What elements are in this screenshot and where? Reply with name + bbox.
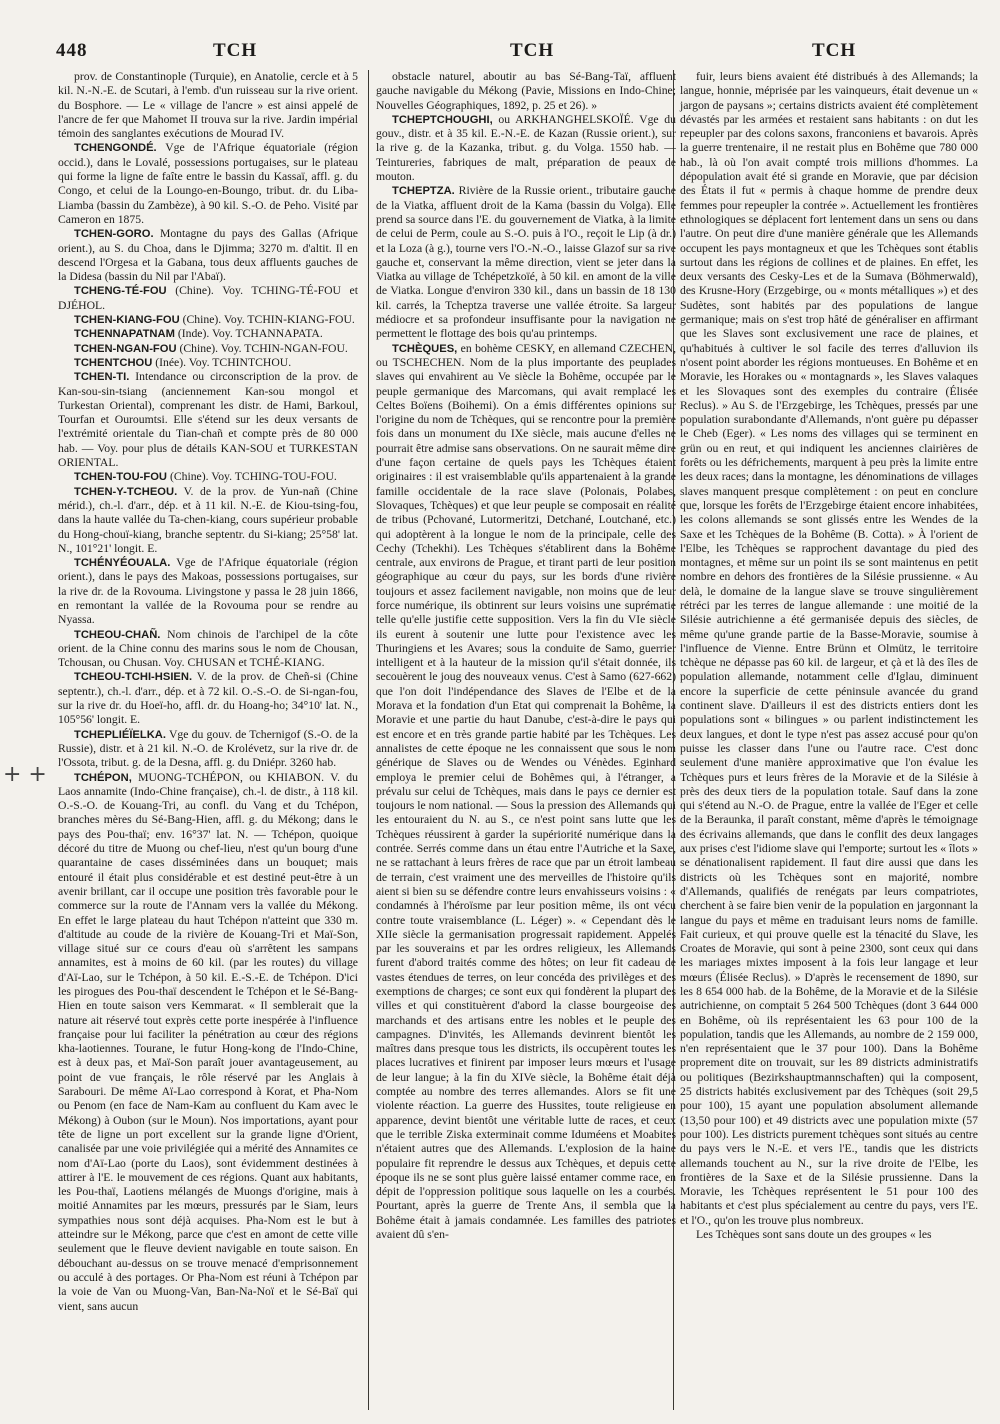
dictionary-entry bbox=[58, 284, 358, 313]
entry-text: Montagne du pays des Gallas (Afrique orient.), au S. du Choa, dans le Djimma; 3270 m. d'altit. Il en descend l'Orgesa et la Gabana, tous deux affluents gauches de la Didesa (bassin du Nil par l'Abaï). bbox=[58, 227, 358, 284]
entry-text: Rivière de la Russie orient., tributaire gauche de la Viatka, affluent droit de la Kama (bassin du Volga). Elle prend sa source dans l'E. du gouvernement de Viatka, à la limite de celui de Perm, coule au S.-O. puis à l'O., reçoit le Lip (à dr.) et la Loza (à g.), tourne vers l'O.-N.-O., laisse Glazof sur sa rive gauche et, conservant la même direction, vient se jeter dans la Viatka au village de Tchépetzkoïé, à 50 kil. en amont de la ville de Viatka. Longue d'environ 330 kil., dans un bassin de 18 130 kil. carrés, la Tcheptza traverse une vallée étroite. Sa largeur médiocre et sa profondeur insuffisante pour la navigation ne permettent le flottage des bois qu'au printemps. bbox=[376, 184, 676, 341]
entry-headword: TCHEN-TOU-FOU bbox=[74, 471, 168, 484]
dictionary-entry bbox=[58, 556, 358, 627]
entry-text: Les Tchèques sont sans doute un des groupes « les bbox=[696, 1228, 932, 1242]
entry-text: Vge de l'Afrique équatoriale (région occid.), dans le Lovalé, possessions portugaises, sur le plateau qui forme la ligne de faîte entre le bassin du Kassaï, affl. g. du Congo, et celui de la Loungo-en-Boungo, tribut. dr. du Liba-Liamba (bassin du Zambèze), à 90 kil. S.-O. de Peho. Visité par Cameron en 1875. bbox=[58, 141, 358, 226]
running-head-right: TCH bbox=[812, 40, 857, 61]
entry-text: V. de la prov. de Yun-nañ (Chine mérid.), ch.-l. d'arr., dép. et à 11 kil. N.-E. de Kiou-tsing-fou, dans la haute vallée du Ta-chen-kiang, cours supérieur probable du Hong-chouï-kiang, branche septentr. du Si-kiang; 25°58' lat. N., 101°21' longit. E. bbox=[58, 484, 358, 555]
entry-text: en bohème CESKY, en allemand CZECHEN, ou TSCHECHEN. Nom de la plus importante des peuplades slaves qui envahirent au Ve siècle la Bohême, occupée par le peuple germanique des Marcomans, qui avait remplacé les Celtes Boïens (Boihemi). On a émis différentes opinions sur l'origine du nom de Tchèques, qui se rencontre pour la première fois dans un monument du IXe siècle, mais aucune d'elles ne pourrait être admise sans observations. On ne saurait même dire d'une façon certaine de quels pays les Tchèques étaient originaires : il est vraisemblable qu'ils appartenaient à la grande famille occidentale de la race slave (Polonais, Polabes, Slovaques, Tchèques) et que leur peuple se composait en réalité de tribus (Pchované, Lutormeritzi, Detchané, Loutchané, etc.) qui adoptèrent à la longue le nom de la principale, celle des Cechy (Tchekhi). Les Tchèques s'établirent dans la Bohême centrale, aux environs de Prague, et tirant parti de leur position géographique au cœur du pays, sur les bords d'une rivière toujours et assez facilement navigable, non moins que de leur force numérique, ils obtinrent sur leurs voisins une suprématie telle qu'elle justifie cette supposition. Vers la fin du VIe siècle ils eurent à soutenir une lutte pour l'existence avec les Thuringiens et les Avares; sous la conduite de Samo, guerrier intelligent et à la hauteur de la mission qu'il s'était donnée, ils secouèrent le joug des nouveaux venus. C'est à Samo (627-662) que l'on doit l'indépendance des Slaves de l'Elbe et de la Morava et la fondation d'un Etat qui comprenait la Bohême, la Moravie et une partie du haut Danube, c'est-à-dire le pays qui est encore et en très grande partie habité par les Tchèques. Les annalistes de cette époque ne les connaissent que sous le nom générique de Slaves ou de Wendes ou Vénèdes. Eginhard employa le premier celui de Bohêmes qui, à l'étranger, a prévalu sur celui de Tchèques, mais dans le pays ce dernier est toujours le nom national. — Sous la pression des Allemands qui les entouraient du N. au S., ce n'est point sans lutte que les Tchèques réussirent à garder la supériorité numérique dans la contrée. Serrés comme dans un étau entre l'Autriche et la Saxe, ne se rattachant à leurs frères de race que par un étroit lambeau de terrain, c'est vraiment une des merveilles de l'histoire qu'ils aient si bien su se défendre contre leurs envahisseurs voisins : « condamnés à l'héroïsme par leur position même, ils ont vécu contre toute vraisemblance (L. Léger) ». « Cependant dès le XIIe siècle la germanisation progressait rapidement. Appelés par les souverains et par les ordres religieux, les Allemands furent d'abord traités comme des hôtes; on leur fit cadeau de vastes étendues de terres, on leur concéda des privilèges et des exemptions de charges; ce sont eux qui fondèrent la plupart des villes et qui constituèrent d'abord la classe bourgeoise des marchands et des artisans entre les nobles et le peuple des campagnes. D'invités, les Allemands devinrent bientôt les maîtres dans presque tous les districts, ils occupèrent toutes les places lucratives et finirent par imposer leurs mœurs et l'usage de leur langue; à la fin du XIVe siècle, la Bohême était déjà comptée au nombre des terres allemandes. Alors se fit une violente réaction. La guerre des Hussites, toute religieuse en apparence, devint bientôt une véritable lutte de races, et ceux que le terrible Ziska exterminait comme Iduméens et Moabites n'étaient autres que des Allemands. L'explosion de la haine populaire fit reprendre le dessus aux Tchèques, et depuis cette époque ils ne se sont plus guère laissé entamer comme race, en dépit de l'oppression politique sous laquelle on les a courbés. Pourtant, après la guerre de Trente Ans, il sembla que la Bohême était à jamais condamnée. Les familles des patriotes avaient dû s'en- bbox=[376, 341, 676, 1242]
entry-headword: TCHÉPON, bbox=[74, 771, 132, 784]
entry-text: ou ARKHANGHELSKOÏÉ. Vge du gouv., distr. et à 35 kil. E.-N.-E. de Kazan (Russie orient.), sur la rive g. de la Kazanka, tribut. g. du Volga. 1550 hab. — Teintureries, fabriques de malt, préparation de peaux de mouton. bbox=[376, 112, 676, 184]
dictionary-entry bbox=[58, 470, 358, 484]
dictionary-entry bbox=[58, 141, 358, 227]
entry-headword: TCHENNAPATNAM bbox=[74, 328, 175, 341]
dictionary-entry bbox=[680, 70, 978, 1228]
dictionary-entry bbox=[58, 485, 358, 556]
dictionary-entry bbox=[58, 628, 358, 671]
running-head-left: TCH bbox=[213, 40, 258, 61]
column-rule-left bbox=[368, 70, 369, 1410]
dictionary-entry bbox=[58, 227, 358, 284]
entry-text: (Inée). Voy. TCHINTCHOU. bbox=[152, 355, 292, 369]
dictionary-entry bbox=[58, 356, 358, 370]
dictionary-entry bbox=[680, 1228, 978, 1242]
entry-headword: TCHÈQUES, bbox=[392, 342, 458, 355]
dictionary-entry bbox=[58, 327, 358, 341]
entry-text: (Inde). Voy. TCHANNAPATA. bbox=[174, 327, 323, 341]
entry-headword: TCHENTCHOU bbox=[74, 356, 153, 369]
entry-headword: TCHEPTZA. bbox=[392, 185, 455, 198]
entry-headword: TCHEN-KIANG-FOU bbox=[74, 314, 180, 327]
dictionary-entry bbox=[376, 184, 676, 341]
text-column-3 bbox=[680, 70, 978, 1242]
entry-text: Intendance ou circonscription de la prov. de Kan-sou-sin-tsiang (anciennement Kan-sou mongol et Turkestan Oriental), comprenant les distr. de Hami, Barkoul, Tourfan et Ouroumtsi. Elle s'étend sur les deux versants de l'extrémité orientale du Tian-chañ et compte près de 80 000 hab. — Voy. pour plus de détails KAN-SOU et TURKESTAN ORIENTAL. bbox=[58, 370, 358, 470]
entry-headword: TCHEPLIÉÏELKA. bbox=[74, 728, 166, 741]
entry-headword: TCHEN-GORO. bbox=[74, 228, 154, 241]
entry-text: Nom chinois de l'archipel de la côte orient. de la Chine connu des marins sous le nom de Chousan, Tchousan, ou Chusan. Voy. CHUSAN et TCHÉ-KIANG. bbox=[58, 627, 358, 670]
entry-text: (Chine). Voy. TCHING-TÉ-FOU et DJÉHOL. bbox=[58, 284, 358, 312]
entry-headword: TCHEOU-CHAÑ. bbox=[74, 628, 161, 641]
entry-headword: TCHEN-TI. bbox=[74, 371, 130, 384]
entry-headword: TCHÉNYÉOUALA. bbox=[74, 557, 171, 570]
entry-text: (Chine). Voy. TCHIN-KIANG-FOU. bbox=[179, 313, 355, 327]
entry-text: fuir, leurs biens avaient été distribués à des Allemands; la langue, honnie, méprisée par les vainqueurs, était devenue un « jargon de paysans »; certains districts avaient été complètement dévastés par les armées et restaient sans habitants : on dut les repeupler par des colons saxons, franconiens et bavarois. Après la guerre trentenaire, il ne restait plus en Bohême que 780 000 hab., là où l'on avait compté trois millions d'hommes. La dépopulation avait été si grande en Moravie, que par décision des États il fut « permis à chaque homme de prendre deux femmes pour repeupler la contrée ». Actuellement les frontières ethnologiques se déplacent fort lentement dans un sens ou dans l'autre. On peut dire d'une manière générale que les Allemands occupent les pays montagneux et que les Tchèques sont établis surtout dans les régions de collines et de plaines. En effet, les deux versants des Cesky-Les et de la Sumava (Böhmerwald), des Krusne-Hory (Erzgebirge, ou « monts métalliques ») et des Sudètes, sont habités par des populations de langue germanique; mais on s'est trop hâté de généraliser en affirmant que les Slaves sont exclusivement une race de plaines, et qu'habitués à cultiver le sol facile des terres d'alluvion ils n'osent point aborder les régions montueuses. En Bohême et en Moravie, les Horakes ou « montagnards », les Slaves valaques et les Slovaques sont des exemples du contraire (Élisée Reclus). » Au S. de l'Erzgebirge, les Tchèques, pressés par une population surabondante d'Allemands, n'ont guère pu dépasser le Cheb (Eger). « Les noms des villages qui se terminent en grün ou en reut, et qui indiquent les anciennes clairières de forêts ou les défrichements, marquent à peu près la limite entre les deux races; dans la montagne, les dénominations de villages slaves manquent presque complètement : on peut en conclure que, lorsque les forêts de l'Erzgebirge étaient encore inhabitées, les colons allemands se sont glissés entre les Wendes de la Saxe et les Tchèques de la Bohême (B. Cotta). » À l'orient de l'Elbe, les Tchèques se rapprochent davantage du pied des montagnes, et même sur un point ils se sont maintenus en petit nombre en dehors des frontières de la Silésie prussienne. « Au delà, le domaine de la langue slave se trouve singulièrement rétréci par les terres de langue allemande : une moitié de la Silésie autrichienne a été germanisée depuis des siècles, de même qu'une grande partie de la Basse-Moravie, soumise à l'influence de Vienne. Entre Brünn et Olmütz, le territoire tchèque ne dépasse pas 60 kil. de largeur, et çà et là des îles de population allemande, notamment celle d'Iglau, diminuent encore la superficie de cette péninsule avancée du grand continent slave. D'ailleurs il est des districts entiers dont les populations sont « bilingues » ou parlent indistinctement les deux langues, et dont le type n'est pas assez accusé pour qu'on puisse les classer dans l'une ou l'autre race. C'est donc seulement d'une manière approximative que l'on évalue les Tchèques purs et leurs frères de la Moravie et de la Silésie à près des deux tiers de la population totale. Sauf dans la zone qui s'étend au N.-O. de Prague, entre la vallée de l'Eger et celle de la Beraunka, il paraît constant, même d'après le témoignage des écrivains allemands, que dans le conflit des deux langages aux prises c'est l'idiome slave qui l'emporte; surtout les « îlots » se dénationalisent rapidement. Il faut dire aussi que dans les districts où les Tchèques sont en majorité, nombre d'Allemands, qualifiés de renégats par leurs compatriotes, cherchent à se faire bien venir de la population en jargonnant la langue du pays et même en traduisant leurs noms de famille. Fait curieux, et qui prouve quelle est la ténacité du Slave, les Croates de Moravie, qui sont à peine 2300, sont ceux qui dans les mariages mixtes imposent à la fois leur langage et leur mœurs (Élisée Reclus). » D'après le recensement de 1890, sur les 8 654 000 hab. de la Bohême, de la Moravie et de la Silésie autrichienne, on comptait 5 264 500 Tchèques (dont 3 644 000 en Bohême, où ils représentaient les 63 pour 100 de la population, tandis que les Allemands, au nombre de 2 159 000, n'en représentaient que le 37 pour 100). Dans la Bohême proprement dite on trouvait, sur les 89 districts administratifs ou politiques (Bezirkshauptmannschaften) qui la composent, 25 districts habités exclusivement par des Tchèques (soit 29,5 pour 100), 15 ayant une population absolument allemande (13,50 pour 100) et 49 districts avec une population mixte (57 pour 100). Les districts purement tchèques sont situés au centre du pays vers le N.-E. et vers l'E., tandis que les districts allemands touchent au N., sur la rive droite de l'Elbe, les frontières de la Saxe et de la Silésie prussienne. Dans la Moravie, les Tchèques représentent le 51 pour 100 des habitants et c'est plus spécialement au centre du pays, vers l'E. et l'O., qu'on les trouve plus nombreux. bbox=[680, 70, 978, 1227]
page-number: 448 bbox=[56, 40, 88, 61]
entry-text: V. de la prov. de Cheñ-si (Chine septentr.), ch.-l. d'arr., dép. et à 72 kil. O.-S.-O. de Si-ngan-fou, sur la rive dr. du Hoeï-ho, affl. dr. du Hoang-ho; 34°10' lat. N., 105°56' longit. E. bbox=[58, 670, 358, 727]
dictionary-entry bbox=[376, 113, 676, 184]
entry-headword: TCHEPTCHOUGHI, bbox=[392, 113, 493, 126]
dictionary-entry bbox=[376, 70, 676, 113]
dictionary-entry bbox=[58, 70, 358, 141]
text-column-2 bbox=[376, 70, 676, 1242]
dictionary-entry bbox=[58, 313, 358, 327]
entry-text: prov. de Constantinople (Turquie), en Anatolie, cercle et à 5 kil. N.-N.-E. de Scutari, à l'emb. d'un ruisseau sur la rive orient. du Bosphore. — Le « village de l'ancre » est ainsi appelé de l'ancre de fer que Mahomet II trouva sur la rive. Jardin impérial témoin des sanglantes exécutions de Mourad IV. bbox=[58, 70, 358, 141]
dictionary-entry bbox=[58, 342, 358, 356]
text-column-1 bbox=[58, 70, 358, 1314]
entry-headword: TCHEOU-TCHI-HSIEN. bbox=[74, 671, 193, 684]
dictionary-entry bbox=[58, 771, 358, 1314]
entry-headword: TCHEN-NGAN-FOU bbox=[74, 342, 177, 355]
dictionary-entry bbox=[376, 342, 676, 1243]
margin-annotation: + + bbox=[3, 762, 47, 787]
entry-text: MUONG-TCHÉPON, ou KHIABON. V. du Laos annamite (Indo-Chine française), ch.-l. de distr., à 118 kil. O.-S.-O. de Kouang-Tri, au confl. du Vang et du Tchépon, branches mères du Sé-Bang-Hien, affl. g. du Mékong; dans le pays des Pou-thaï; env. 16°37' lat. N. — Tchépon, quoique décoré du titre de Muong ou chef-lieu, n'est qu'un bourg d'une quarantaine de cases disséminées dans un bouquet; mais entouré il était plus considérable et est destiné peut-être à un avenir brillant, car il occupe une position très favorable pour le commerce sur la route de l'Annam vers la vallée du Mékong. En effet le large plateau du haut Tchépon n'atteint que 330 m. d'altitude au coude de la rivière de Kouang-Tri et Maï-Son, village situé sur ce cours d'eau où s'arrêtent les sampans annamites, est à moins de 60 kil. (par les routes) du village d'Aï-Lao, sur le Tchépon, à 50 kil. E.-S.-E. de Tchépon. D'ici les pirogues des Pou-thaï descendent le Tchépon et le Sé-Bang-Hien en toute saison vers Kemmarat. « Il semblerait que la nature ait réservé tout exprès cette porte inespérée à l'influence française pour lui faciliter la pénétration au cœur des régions kha-laotiennes. Tourane, le futur Hong-kong de l'Indo-Chine, est à deux pas, et Maï-Son paraît jouer avantageusement, au point de vue français, le rôle réservé par les Anglais à Sarabouri. De même Aï-Lao correspond à Korat, et Pha-Nom ou Penom (en face de Nam-Kam au confluent du Kam avec le Mékong) à Oubon (sur le Moun). Nos importations, ayant pour tête de ligne un port excellent sur la grande ligne d'Orient, canalisée par une voie privilégiée qui a mérité des Annamites ce nom d'Aï-Lao (porte du Laos), sont évidemment destinées à attirer à l'E. le mouvement de ces régions. Quant aux habitants, les Pou-thaï, Laotiens mélangés de Muongs d'origine, mais à moitié Annamites par les mœurs, pressurés par le Siam, leurs sympathies nous sont déjà acquises. Pha-Nom est le but à atteindre sur le Mékong, parce que c'est en amont de cette ville seulement que le fleuve devient navigable en toute saison. En débouchant au-dessus on se trouve menacé d'emprisonnement ou acculé à des portages. Or Pha-Nom est réuni à Tchépon par la voie de Van ou Muong-Van, Ban-Na-Noï et le Sé-Baï qui vient, sans aucun bbox=[58, 770, 358, 1313]
entry-text: (Chine). Voy. TCHIN-NGAN-FOU. bbox=[176, 341, 348, 355]
dictionary-entry bbox=[58, 370, 358, 470]
entry-text: obstacle naturel, aboutir au bas Sé-Bang-Taï, affluent gauche navigable du Mékong (Pavie, Missions en Indo-Chine; Nouvelles Géographiques, 1892, p. 25 et 26). » bbox=[376, 70, 676, 112]
dictionary-entry bbox=[58, 670, 358, 727]
entry-text: Vge de l'Afrique équatoriale (région orient.), dans le pays des Makoas, possessions portugaises, sur la rive dr. de la Rovouma. Livingstone y passa le 28 juin 1866, en remontant la vallée de la Rovouma pour se rendre au Nyassa. bbox=[58, 556, 358, 627]
entry-headword: TCHENG-TÉ-FOU bbox=[74, 285, 167, 298]
dictionary-entry bbox=[58, 728, 358, 771]
entry-headword: TCHEN-Y-TCHEOU. bbox=[74, 485, 178, 498]
running-head-center: TCH bbox=[510, 40, 555, 61]
entry-headword: TCHENGONDÉ. bbox=[74, 142, 157, 155]
entry-text: (Chine). Voy. TCHING-TOU-FOU. bbox=[167, 470, 337, 484]
entry-text: Vge du gouv. de Tchernigof (S.-O. de la Russie), distr. et à 21 kil. N.-O. de Krolévetz, sur la rive dr. de l'Ossota, tribut. g. de la Desna, affl. g. du Dniépr. 3260 hab. bbox=[58, 727, 358, 770]
